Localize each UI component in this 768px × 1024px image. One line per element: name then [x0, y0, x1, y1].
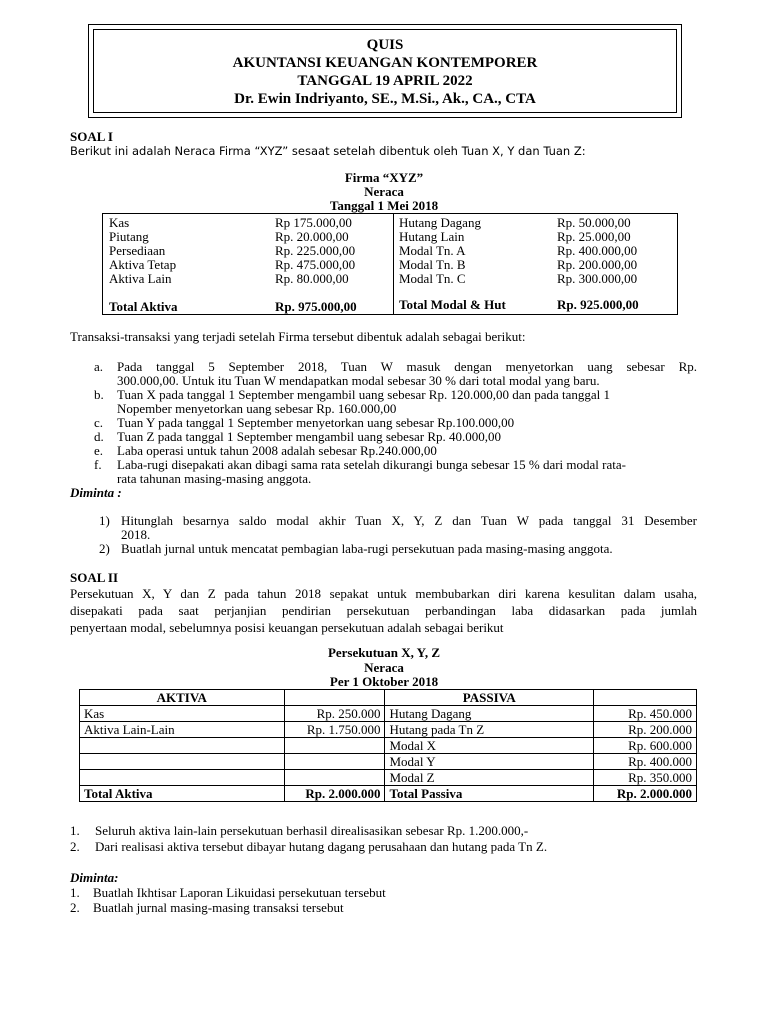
transaction-text: 300.000,00. Untuk itu Tuan W mendapatkan modal sebesar 30 % dari total modal yang baru.: [117, 373, 600, 388]
neraca1-date: Tanggal 1 Mei 2018: [329, 198, 439, 213]
neraca1-right-value: Rp. 200.000,00: [557, 257, 638, 272]
title-box: [88, 24, 682, 118]
neraca1-right-value: Rp. 400.000,00: [557, 243, 638, 258]
transaction-text: Laba-rugi disepakati akan dibagi sama rata setelah dikurangi bunga sebesar 15 % dari modal rata-: [117, 457, 626, 472]
passiva-value: Rp. 400.000: [594, 754, 697, 770]
neraca1-right-label: Modal Tn. B: [399, 257, 466, 272]
diminta-marker: 2): [99, 541, 110, 556]
transaction-marker: b.: [94, 387, 104, 402]
neraca1-left-value: Rp. 20.000,00: [275, 229, 349, 244]
neraca1-right-value: Rp. 25.000,00: [557, 229, 631, 244]
soal2-intro-line: disepakati pada saat perjanjian pendirian persekutuan perbandingan laba didasarkan pada jumlah: [70, 603, 697, 618]
course-title: AKUNTANSI KEUANGAN KONTEMPORER: [232, 55, 538, 71]
note-marker: 2.: [70, 839, 80, 854]
transaction-text: Nopember menyetorkan uang sebesar Rp. 160.000,00: [117, 401, 397, 416]
transaction-text: Pada tanggal 5 September 2018, Tuan W masuk dengan menyetorkan uang sebesar Rp.: [117, 359, 697, 374]
aktiva-label: Aktiva Lain-Lain: [80, 722, 285, 738]
diminta-marker: 1): [99, 513, 110, 528]
transaction-marker: d.: [94, 429, 104, 444]
neraca1-table: [102, 213, 678, 315]
quiz-title: QUIS: [366, 37, 404, 53]
transaction-marker: f.: [94, 457, 102, 472]
soal1-intro: Berikut ini adalah Neraca Firma “XYZ” sesaat setelah dibentuk oleh Tuan X, Y dan Tuan Z:: [70, 144, 586, 158]
table-header-row: [80, 690, 697, 706]
aktiva-label: Kas: [80, 706, 285, 722]
header-passiva: PASSIVA: [385, 690, 594, 706]
neraca1-divider: [393, 214, 394, 314]
note-text: Dari realisasi aktiva tersebut dibayar hutang dagang perusahaan dan hutang pada Tn Z.: [95, 839, 548, 854]
aktiva-value: [284, 754, 385, 770]
passiva-label: Modal X: [385, 738, 594, 754]
header-empty: [284, 690, 385, 706]
table-row: [80, 770, 697, 786]
neraca1-left-value: Rp 175.000,00: [275, 215, 352, 230]
passiva-label: Modal Z: [385, 770, 594, 786]
diminta-text: Buatlah jurnal masing-masing transaksi tersebut: [93, 900, 344, 915]
lecturer-name: Dr. Ewin Indriyanto, SE., M.Si., Ak., CA., CTA: [234, 91, 536, 107]
total-passiva-value: Rp. 2.000.000: [594, 786, 697, 802]
transactions-intro: Transaksi-transaksi yang terjadi setelah Firma tersebut dibentuk adalah sebagai berikut:: [70, 329, 526, 344]
neraca1-right-value: Rp. 50.000,00: [557, 215, 631, 230]
table-row: [80, 738, 697, 754]
diminta-text: Hitunglah besarnya saldo modal akhir Tuan X, Y, Z dan Tuan W pada tanggal 31 Desember: [121, 513, 697, 528]
transaction-marker: a.: [94, 359, 104, 374]
neraca1-left-label: Piutang: [109, 229, 149, 244]
neraca1-total-modal-value: Rp. 925.000,00: [557, 297, 639, 312]
neraca2-date: Per 1 Oktober 2018: [329, 674, 439, 689]
passiva-value: Rp. 600.000: [594, 738, 697, 754]
passiva-label: Modal Y: [385, 754, 594, 770]
soal2-intro-line: Persekutuan X, Y dan Z pada tahun 2018 sepakat untuk membubarkan diri karena kesulitan dalam usaha,: [70, 586, 697, 601]
transaction-text: Tuan Y pada tanggal 1 September menyetorkan uang sebesar Rp.100.000,00: [117, 415, 515, 430]
diminta-marker: 2.: [70, 900, 80, 915]
soal2-diminta-label: Diminta:: [70, 870, 119, 885]
transaction-marker: e.: [94, 443, 104, 458]
passiva-value: Rp. 350.000: [594, 770, 697, 786]
neraca1-right-label: Modal Tn. C: [399, 271, 466, 286]
neraca2-title: Neraca: [364, 660, 404, 675]
diminta-text: Buatlah jurnal untuk mencatat pembagian laba-rugi persekutuan pada masing-masing anggota.: [121, 541, 613, 556]
neraca1-firm-name: Firma “XYZ”: [344, 170, 424, 185]
neraca1-title: Neraca: [364, 184, 404, 199]
neraca2-table: [79, 689, 697, 802]
aktiva-label: [80, 738, 285, 754]
quiz-date: TANGGAL 19 APRIL 2022: [297, 73, 473, 89]
table-total-row: [80, 786, 697, 802]
passiva-label: Hutang pada Tn Z: [385, 722, 594, 738]
transaction-text: Tuan X pada tanggal 1 September mengambil uang sebesar Rp. 120.000,00 dan pada tanggal 1: [117, 387, 611, 402]
transaction-marker: c.: [94, 415, 104, 430]
note-text: Seluruh aktiva lain-lain persekutuan berhasil direalisasikan sebesar Rp. 1.200.000,-: [95, 823, 529, 838]
transaction-text: rata tahunan masing-masing anggota.: [117, 471, 312, 486]
header-aktiva: AKTIVA: [80, 690, 285, 706]
table-row: [80, 706, 697, 722]
diminta-marker: 1.: [70, 885, 80, 900]
neraca2-firm-name: Persekutuan X, Y, Z: [327, 645, 441, 660]
neraca1-right-label: Modal Tn. A: [399, 243, 466, 258]
aktiva-value: Rp. 1.750.000: [284, 722, 385, 738]
diminta-text: Buatlah Ikhtisar Laporan Likuidasi persekutuan tersebut: [93, 885, 386, 900]
total-aktiva-value: Rp. 2.000.000: [284, 786, 385, 802]
header-empty: [594, 690, 697, 706]
neraca1-total-modal-label: Total Modal & Hut: [399, 297, 506, 312]
neraca1-left-value: Rp. 475.000,00: [275, 257, 356, 272]
neraca1-left-value: Rp. 225.000,00: [275, 243, 356, 258]
aktiva-value: [284, 738, 385, 754]
soal1-title: SOAL I: [70, 129, 113, 144]
diminta-text: 2018.: [121, 527, 151, 542]
neraca1-left-label: Kas: [109, 215, 130, 230]
aktiva-label: [80, 770, 285, 786]
neraca1-left-label: Aktiva Lain: [109, 271, 172, 286]
passiva-value: Rp. 450.000: [594, 706, 697, 722]
neraca1-total-aktiva-label: Total Aktiva: [109, 299, 178, 314]
total-aktiva-label: Total Aktiva: [80, 786, 285, 802]
aktiva-value: Rp. 250.000: [284, 706, 385, 722]
neraca1-right-label: Hutang Lain: [399, 229, 465, 244]
passiva-label: Hutang Dagang: [385, 706, 594, 722]
aktiva-label: [80, 754, 285, 770]
aktiva-value: [284, 770, 385, 786]
neraca1-right-value: Rp. 300.000,00: [557, 271, 638, 286]
soal2-title: SOAL II: [70, 570, 119, 585]
neraca1-left-value: Rp. 80.000,00: [275, 271, 349, 286]
neraca1-total-aktiva-value: Rp. 975.000,00: [275, 299, 357, 314]
passiva-value: Rp. 200.000: [594, 722, 697, 738]
table-row: [80, 722, 697, 738]
note-marker: 1.: [70, 823, 80, 838]
neraca1-left-label: Aktiva Tetap: [109, 257, 177, 272]
table-row: [80, 754, 697, 770]
transaction-text: Laba operasi untuk tahun 2008 adalah sebesar Rp.240.000,00: [117, 443, 437, 458]
total-passiva-label: Total Passiva: [385, 786, 594, 802]
neraca1-left-label: Persediaan: [109, 243, 166, 258]
soal2-intro-line: penyertaan modal, sebelumnya posisi keuangan persekutuan adalah sebagai berikut: [70, 620, 504, 635]
title-box-inner: [93, 29, 677, 113]
soal1-diminta-label: Diminta :: [70, 485, 122, 500]
neraca1-right-label: Hutang Dagang: [399, 215, 481, 230]
transaction-text: Tuan Z pada tanggal 1 September mengambil uang sebesar Rp. 40.000,00: [117, 429, 502, 444]
